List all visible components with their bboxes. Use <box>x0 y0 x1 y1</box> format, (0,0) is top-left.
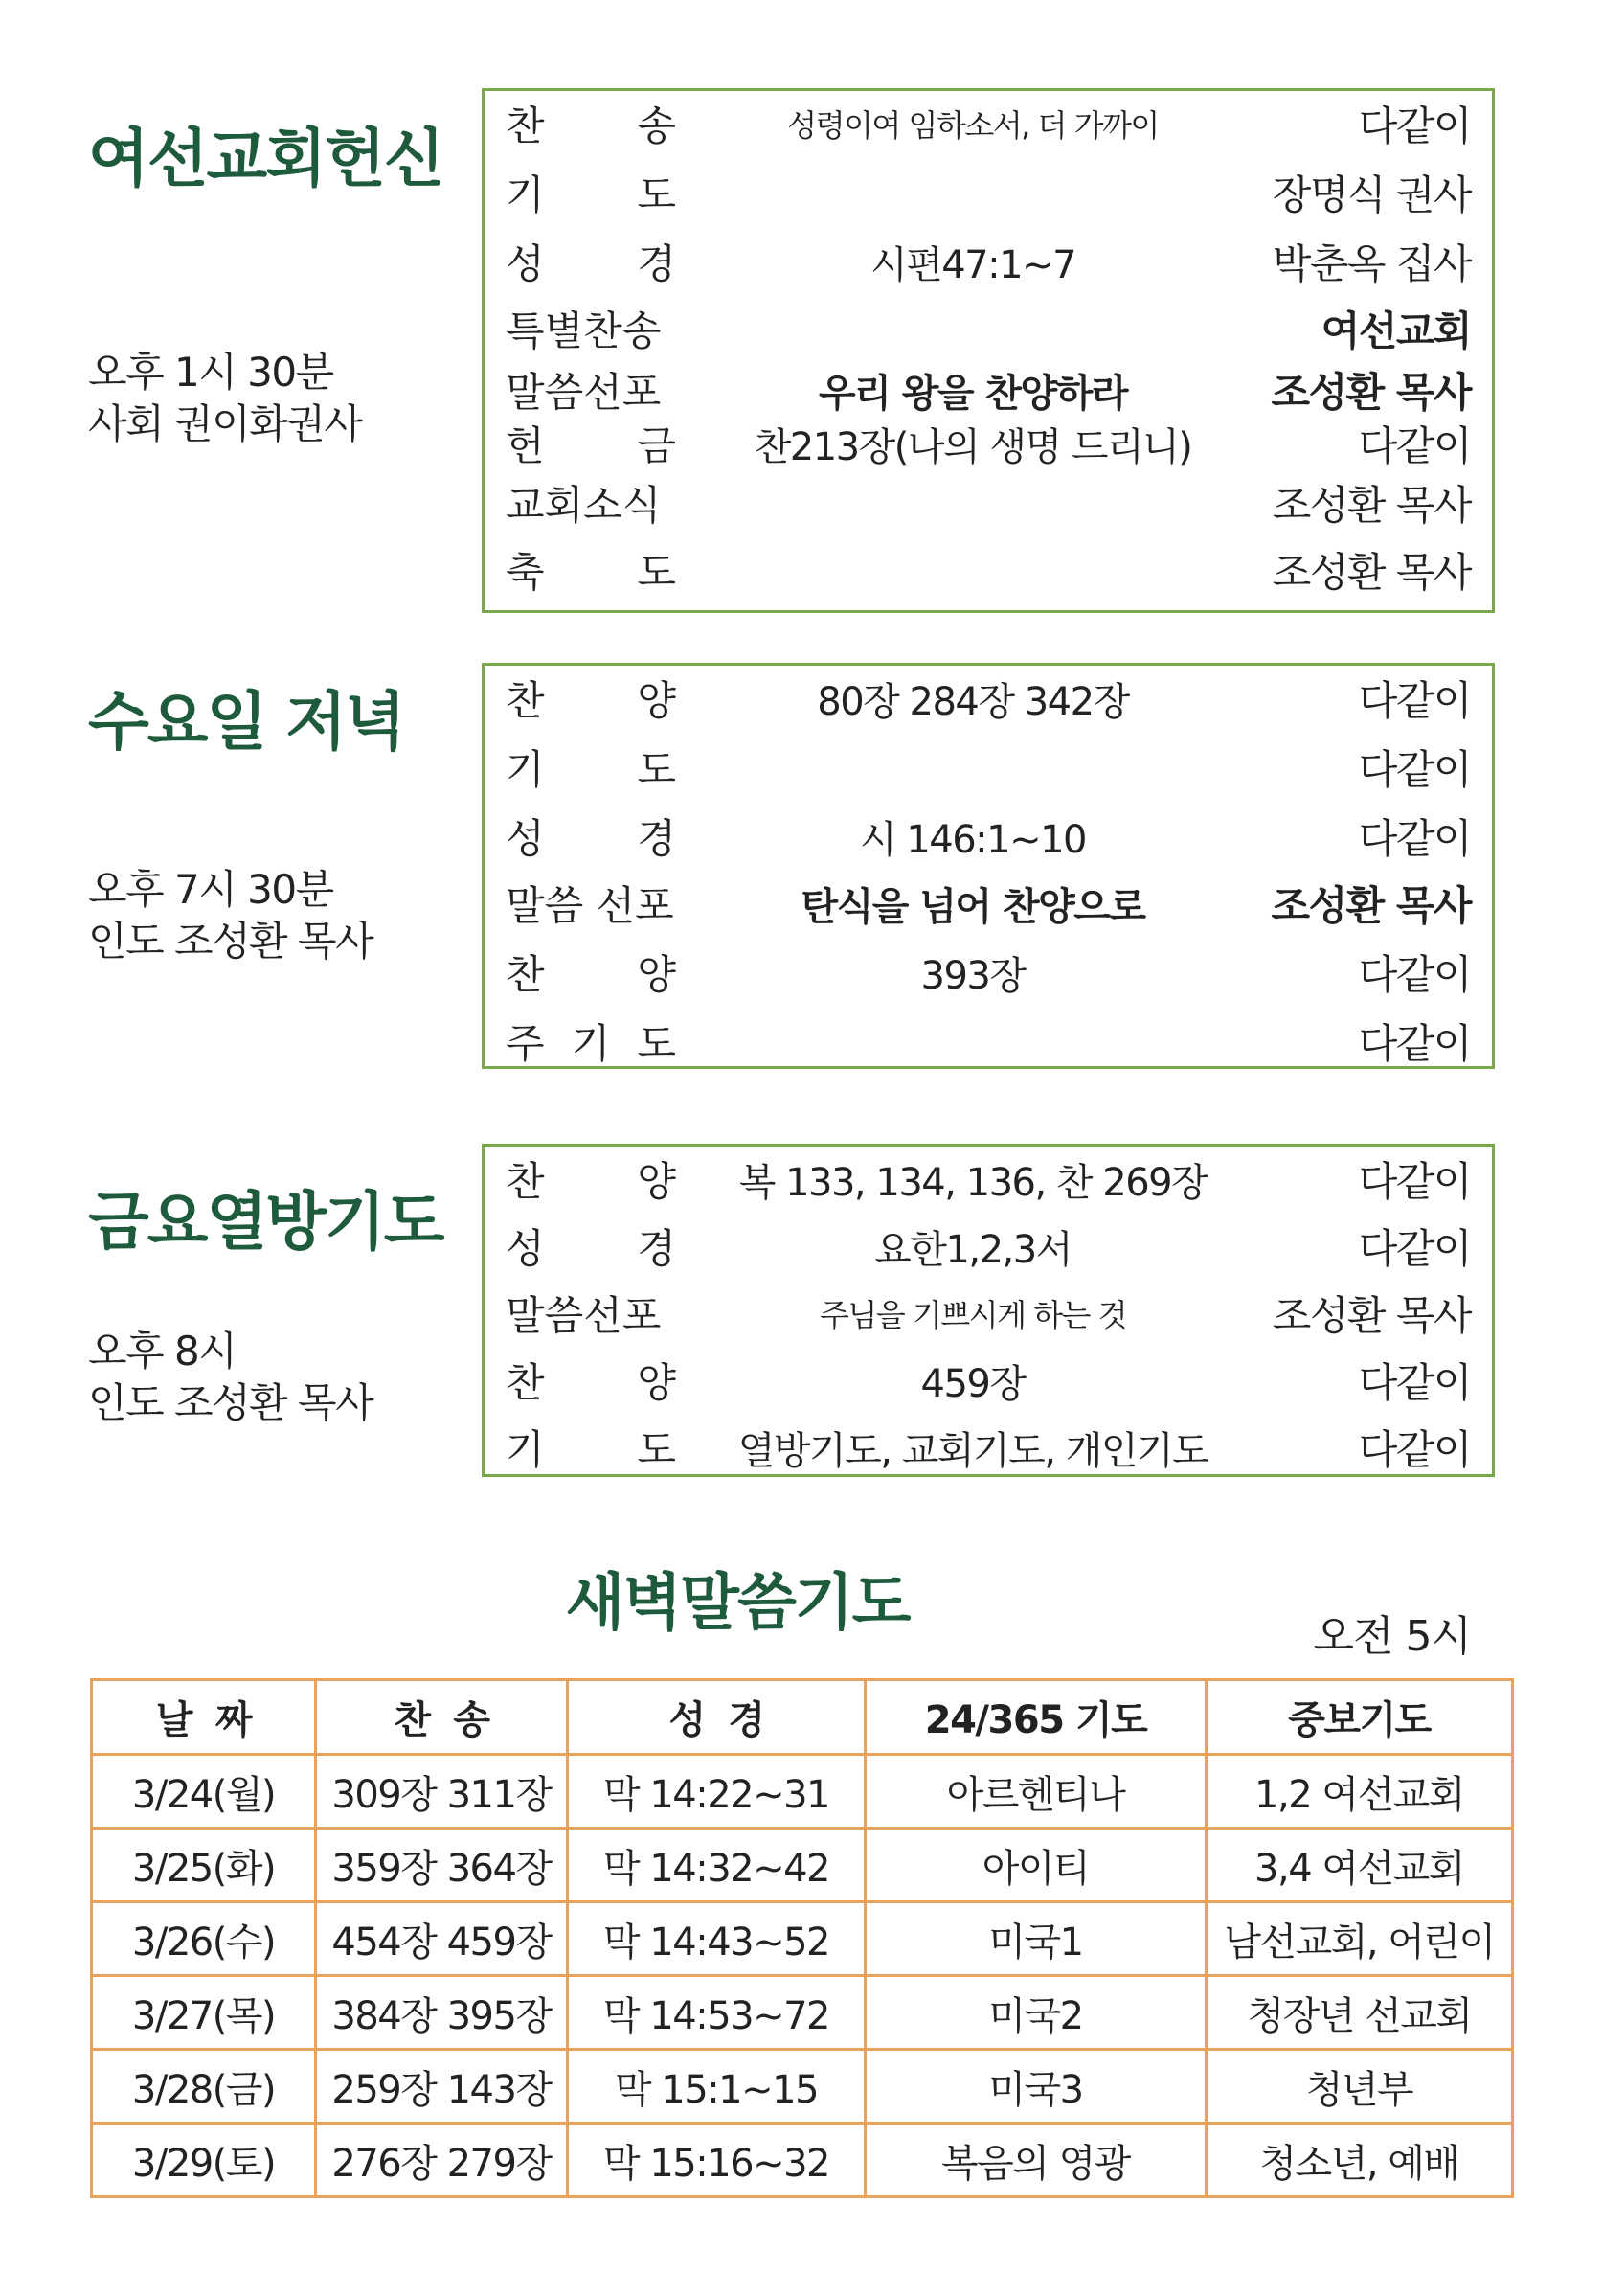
table-header-row <box>92 1680 1513 1755</box>
program-item-label <box>506 415 676 472</box>
program-item-label <box>506 807 676 865</box>
table-cell: 3/27(목) <box>92 1976 316 2050</box>
program-item-person: 다같이 <box>1358 815 1471 862</box>
program-item-label <box>506 361 676 419</box>
label-part: 도 <box>637 746 676 793</box>
label-part: 기 <box>571 1020 611 1067</box>
table-cell: 미국3 <box>866 2050 1207 2124</box>
table-cell: 막 14:22~31 <box>568 1755 866 1829</box>
table-cell: 청년부 <box>1207 2050 1513 2124</box>
table-cell: 309장 311장 <box>316 1755 568 1829</box>
label-part: 송 <box>637 102 676 149</box>
section-leader: 사회 권이화권사 <box>88 400 362 447</box>
table-cell: 384장 395장 <box>316 1976 568 2050</box>
program-row <box>485 807 1492 865</box>
program-row <box>485 1419 1492 1476</box>
label-part: 도 <box>637 1426 676 1473</box>
label-part: 헌 <box>506 422 545 469</box>
program-item-detail: 80장 284장 342장 <box>817 679 1129 724</box>
section-time: 오후 8시 <box>88 1328 237 1375</box>
program-row <box>485 1150 1492 1208</box>
program-row <box>485 164 1492 221</box>
label-part: 기 <box>506 171 545 218</box>
program-row <box>485 233 1492 290</box>
table-header-cell: 찬 송 <box>316 1680 568 1755</box>
table-header-cell: 날 짜 <box>92 1680 316 1755</box>
program-item-detail: 복 133, 134, 136, 찬 269장 <box>738 1160 1208 1205</box>
label-part: 찬 <box>506 677 545 724</box>
program-item-detail: 시 146:1~10 <box>859 817 1087 862</box>
program-item-label <box>506 670 676 727</box>
program-item-detail <box>686 739 1260 796</box>
program-item-person: 여선교회 <box>1321 307 1471 354</box>
program-row <box>485 1012 1492 1070</box>
table-row <box>92 1976 1513 2050</box>
program-item-label <box>506 95 676 152</box>
table-cell: 막 15:16~32 <box>568 2124 866 2197</box>
table-cell: 복음의 영광 <box>866 2124 1207 2197</box>
program-item-detail <box>686 541 1260 599</box>
table-row <box>92 1902 1513 1976</box>
program-item-person: 조성환 목사 <box>1272 482 1471 529</box>
program-box-women <box>482 88 1495 613</box>
label-part: 기 <box>506 746 545 793</box>
label-part: 축 <box>506 549 545 596</box>
program-item-detail: 459장 <box>920 1361 1026 1406</box>
program-item-person: 장명식 권사 <box>1272 171 1471 218</box>
program-item-person: 박춘옥 집사 <box>1272 240 1471 287</box>
label-part: 양 <box>637 677 676 724</box>
section-leader: 인도 조성환 목사 <box>88 918 373 965</box>
table-row <box>92 2124 1513 2197</box>
program-item-person: 다같이 <box>1358 1020 1471 1067</box>
dawn-prayer-time: 오전 5시 <box>1313 1612 1471 1661</box>
program-item-label <box>506 164 676 221</box>
program-item-detail <box>686 474 1260 532</box>
program-item-person: 다같이 <box>1358 422 1471 469</box>
program-row <box>485 739 1492 796</box>
label-part: 말씀선포 <box>506 1292 662 1339</box>
program-item-person: 다같이 <box>1358 677 1471 724</box>
program-item-label <box>506 541 676 599</box>
program-item-person: 다같이 <box>1358 746 1471 793</box>
label-part: 양 <box>637 1158 676 1205</box>
table-cell: 1,2 여선교회 <box>1207 1755 1513 1829</box>
program-item-person: 다같이 <box>1358 951 1471 998</box>
label-part: 성 <box>506 815 545 862</box>
section-info-wednesday <box>88 864 373 967</box>
program-item-label <box>506 875 676 932</box>
program-item-label <box>506 1012 676 1070</box>
label-part: 찬 <box>506 1158 545 1205</box>
label-part: 말씀선포 <box>506 369 662 416</box>
label-part: 찬 <box>506 1359 545 1406</box>
table-row <box>92 1755 1513 1829</box>
label-part: 기 <box>506 1426 545 1473</box>
program-item-person: 조성환 목사 <box>1272 549 1471 596</box>
table-header-cell: 중보기도 <box>1207 1680 1513 1755</box>
program-item-detail: 찬213장(나의 생명 드리니) <box>754 424 1192 469</box>
label-part: 경 <box>637 1225 676 1272</box>
program-row <box>485 541 1492 599</box>
label-part: 찬 <box>506 102 545 149</box>
label-part: 양 <box>637 951 676 998</box>
program-row <box>485 415 1492 472</box>
section-info-women <box>88 347 361 450</box>
program-item-label <box>506 1284 676 1342</box>
program-item-label <box>506 739 676 796</box>
program-row <box>485 95 1492 152</box>
section-leader: 인도 조성환 목사 <box>88 1379 373 1426</box>
program-item-label <box>506 1217 676 1275</box>
label-part: 성 <box>506 1225 545 1272</box>
table-cell: 454장 459장 <box>316 1902 568 1976</box>
table-cell: 막 14:32~42 <box>568 1829 866 1902</box>
section-title-wednesday: 수요일 저녁 <box>88 685 404 759</box>
table-cell: 3/29(토) <box>92 2124 316 2197</box>
program-row <box>485 943 1492 1001</box>
label-part: 성 <box>506 240 545 287</box>
table-cell: 3/28(금) <box>92 2050 316 2124</box>
table-cell: 막 15:1~15 <box>568 2050 866 2124</box>
program-item-detail: 요한1,2,3서 <box>874 1227 1072 1272</box>
table-cell: 청소년, 예배 <box>1207 2124 1513 2197</box>
label-part: 양 <box>637 1359 676 1406</box>
label-part: 도 <box>637 171 676 218</box>
program-row <box>485 670 1492 727</box>
label-part: 주 <box>506 1020 545 1067</box>
program-item-label <box>506 1150 676 1208</box>
table-cell: 3/24(월) <box>92 1755 316 1829</box>
program-item-detail <box>686 1012 1260 1070</box>
program-row <box>485 1352 1492 1409</box>
section-title-women: 여선교회헌신 <box>88 122 443 195</box>
label-part: 금 <box>637 422 676 469</box>
table-cell: 미국2 <box>866 1976 1207 2050</box>
table-cell: 아르헨티나 <box>866 1755 1207 1829</box>
program-item-label <box>506 1419 676 1476</box>
table-cell: 3/26(수) <box>92 1902 316 1976</box>
table-cell: 아이티 <box>866 1829 1207 1902</box>
program-item-label <box>506 233 676 290</box>
program-row <box>485 361 1492 419</box>
program-item-person: 조성환 목사 <box>1271 882 1471 929</box>
program-item-detail <box>686 300 1260 357</box>
program-row <box>485 875 1492 932</box>
label-part: 교회소식 <box>506 482 662 529</box>
program-item-detail: 주님을 기쁘시게 하는 것 <box>819 1297 1127 1333</box>
table-cell: 막 14:53~72 <box>568 1976 866 2050</box>
label-part: 도 <box>637 549 676 596</box>
table-cell: 259장 143장 <box>316 2050 568 2124</box>
section-time: 오후 7시 30분 <box>88 866 333 913</box>
program-row <box>485 300 1492 357</box>
program-item-detail: 성령이여 임하소서, 더 가까이 <box>787 107 1159 144</box>
program-item-detail: 우리 왕을 찬양하라 <box>819 371 1127 416</box>
dawn-prayer-title: 새벽말씀기도 <box>565 1568 910 1639</box>
program-item-person: 다같이 <box>1358 1158 1471 1205</box>
label-part: 찬 <box>506 951 545 998</box>
label-part: 도 <box>637 1020 676 1067</box>
table-cell: 청장년 선교회 <box>1207 1976 1513 2050</box>
label-part: 말씀 선포 <box>506 882 674 929</box>
program-item-person: 다같이 <box>1358 102 1471 149</box>
program-row <box>485 474 1492 532</box>
dawn-prayer-table <box>90 1678 1514 2198</box>
table-cell: 남선교회, 어린이 <box>1207 1902 1513 1976</box>
program-item-label <box>506 943 676 1001</box>
table-cell: 막 14:43~52 <box>568 1902 866 1976</box>
program-box-wednesday <box>482 663 1495 1069</box>
section-info-friday <box>88 1326 373 1429</box>
program-item-detail: 열방기도, 교회기도, 개인기도 <box>737 1428 1208 1473</box>
program-item-person: 다같이 <box>1358 1359 1471 1406</box>
program-item-detail: 탄식을 넘어 찬양으로 <box>801 884 1145 929</box>
table-header-cell: 성 경 <box>568 1680 866 1755</box>
label-part: 경 <box>637 240 676 287</box>
table-cell: 359장 364장 <box>316 1829 568 1902</box>
table-row <box>92 1829 1513 1902</box>
program-item-label <box>506 474 676 532</box>
table-cell: 3/25(화) <box>92 1829 316 1902</box>
table-cell: 3,4 여선교회 <box>1207 1829 1513 1902</box>
label-part: 특별찬송 <box>506 307 662 354</box>
program-box-friday <box>482 1144 1495 1477</box>
program-item-label <box>506 1352 676 1409</box>
table-cell: 미국1 <box>866 1902 1207 1976</box>
program-item-detail: 시편47:1~7 <box>869 242 1076 287</box>
table-row <box>92 2050 1513 2124</box>
section-time: 오후 1시 30분 <box>88 349 333 396</box>
program-item-detail: 393장 <box>920 953 1026 998</box>
program-row <box>485 1217 1492 1275</box>
program-row <box>485 1284 1492 1342</box>
section-title-friday: 금요열방기도 <box>88 1185 443 1259</box>
table-header-cell: 24/365 기도 <box>866 1680 1207 1755</box>
program-item-person: 다같이 <box>1358 1225 1471 1272</box>
table-cell: 276장 279장 <box>316 2124 568 2197</box>
label-part: 경 <box>637 815 676 862</box>
program-item-label <box>506 300 676 357</box>
program-item-detail <box>686 164 1260 221</box>
program-item-person: 조성환 목사 <box>1271 369 1471 416</box>
program-item-person: 다같이 <box>1358 1426 1471 1473</box>
program-item-person: 조성환 목사 <box>1272 1292 1471 1339</box>
